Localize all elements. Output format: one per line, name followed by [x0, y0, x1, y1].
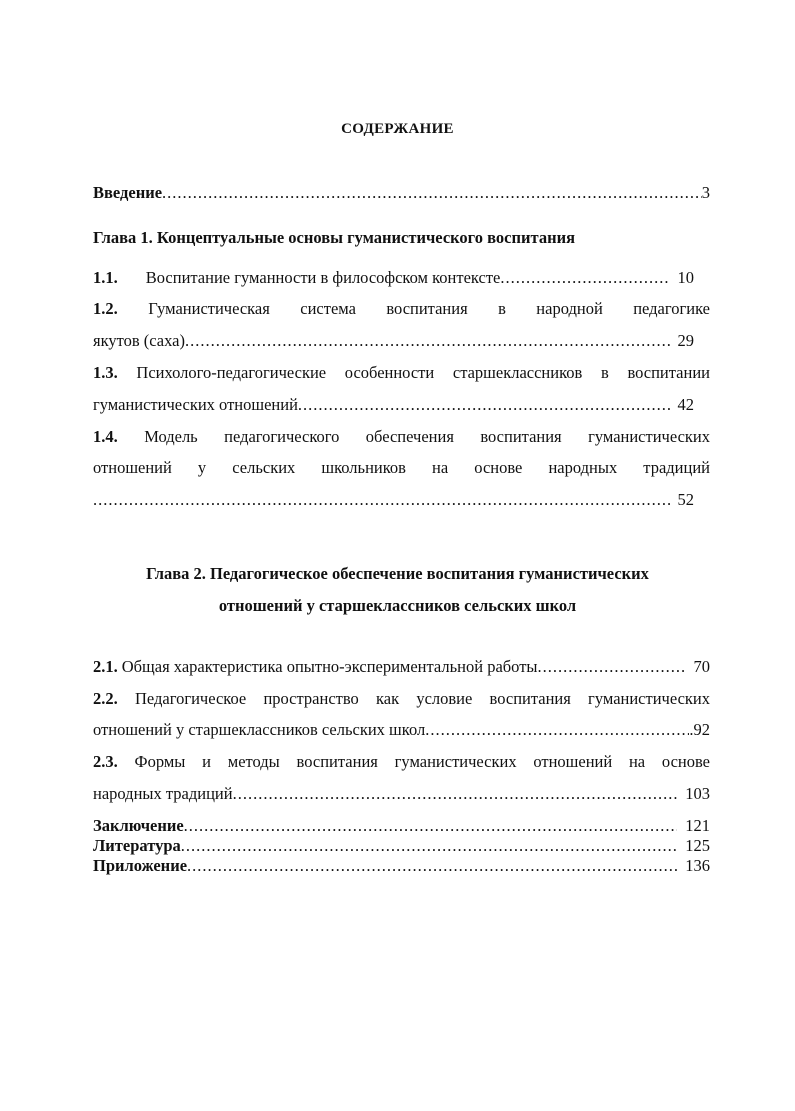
toc-entry-1-1	[93, 268, 710, 288]
toc-entry-1-4-line1	[93, 427, 710, 447]
entry-label: Психолого-педагогические особенности старшеклассников в воспитании	[136, 363, 710, 382]
dot-leader	[425, 720, 689, 740]
dot-leader	[181, 836, 677, 856]
entry-label: гуманистических отношений	[93, 395, 298, 414]
entry-number: 1.4.	[93, 427, 118, 446]
page-number: 103	[685, 784, 710, 803]
entry-number: 2.1.	[93, 657, 118, 676]
dot-leader	[298, 395, 670, 415]
entry-number: 2.2.	[93, 689, 118, 708]
entry-label: Заключение	[93, 816, 184, 835]
dot-leader	[187, 856, 677, 876]
entry-label: Гуманистическая система воспитания в народной педагогике	[148, 299, 710, 318]
toc-entry-conclusion	[93, 816, 710, 836]
toc-entry-2-3-line2	[93, 784, 710, 804]
dot-leader	[233, 784, 678, 804]
page-title: СОДЕРЖАНИЕ	[341, 121, 454, 137]
entry-label: Литература	[93, 836, 181, 855]
entry-label: Формы и методы воспитания гуманистических отношений на основе	[134, 752, 711, 771]
entry-label: отношений у старшеклассников сельских школ	[93, 720, 426, 739]
page-number: .92	[689, 720, 710, 739]
toc-entry-2-3-line1	[93, 752, 710, 772]
entry-label: Педагогическое пространство как условие воспитания гуманистических	[134, 689, 710, 708]
dot-leader	[185, 331, 670, 351]
toc-entry-1-2-line1	[93, 299, 710, 319]
entry-label: народных традиций	[93, 784, 233, 803]
entry-number: 1.2.	[93, 299, 118, 318]
entry-number: 2.3.	[93, 752, 118, 771]
page-number: 29	[677, 331, 694, 350]
entry-label: Модель педагогического обеспечения воспитания гуманистических	[144, 427, 710, 446]
toc-entry-1-3-line1	[93, 363, 710, 383]
page-number: 121	[685, 816, 710, 835]
entry-label: Введение	[93, 183, 163, 202]
toc-entry-intro	[93, 183, 710, 203]
dot-leader	[93, 490, 670, 510]
page-number: 10	[677, 268, 694, 287]
dot-leader	[500, 268, 669, 288]
page-number: 70	[693, 657, 710, 676]
page-number: 136	[685, 856, 710, 875]
toc-entry-1-3-line2	[93, 395, 710, 415]
toc-entry-literature	[93, 836, 710, 856]
page-number: 3	[701, 183, 710, 202]
chapter-1-heading: Глава 1. Концептуальные основы гуманистического воспитания	[93, 228, 576, 247]
entry-number: 1.3.	[93, 363, 118, 382]
toc-entry-1-2-line2	[93, 331, 710, 351]
entry-label: Приложение	[93, 856, 188, 875]
toc-entry-2-1	[93, 657, 710, 677]
page-number: 125	[685, 836, 710, 855]
entry-label: Воспитание гуманности в философском контексте	[145, 268, 501, 287]
toc-entry-2-2-line1	[93, 689, 710, 709]
toc-entry-1-4-line3	[93, 490, 710, 510]
toc-entry-1-4-line2: отношений у сельских школьников на основе народных традиций	[93, 458, 710, 477]
toc-entry-2-2-line2	[93, 720, 710, 740]
page-number: 52	[677, 490, 694, 509]
entry-number: 1.1.	[93, 268, 118, 287]
toc-entry-appendix	[93, 856, 710, 876]
dot-leader	[162, 183, 702, 203]
chapter-2-heading-line2: отношений у старшеклассников сельских школ	[218, 596, 577, 615]
entry-label: Общая характеристика опытно-экспериментальной работы	[121, 657, 538, 676]
page-number: 42	[677, 395, 694, 414]
dot-leader	[538, 657, 686, 677]
entry-label: якутов (саха)	[93, 331, 185, 350]
dot-leader	[184, 816, 678, 836]
chapter-2-heading-line1: Глава 2. Педагогическое обеспечение воспитания гуманистических	[146, 564, 649, 583]
